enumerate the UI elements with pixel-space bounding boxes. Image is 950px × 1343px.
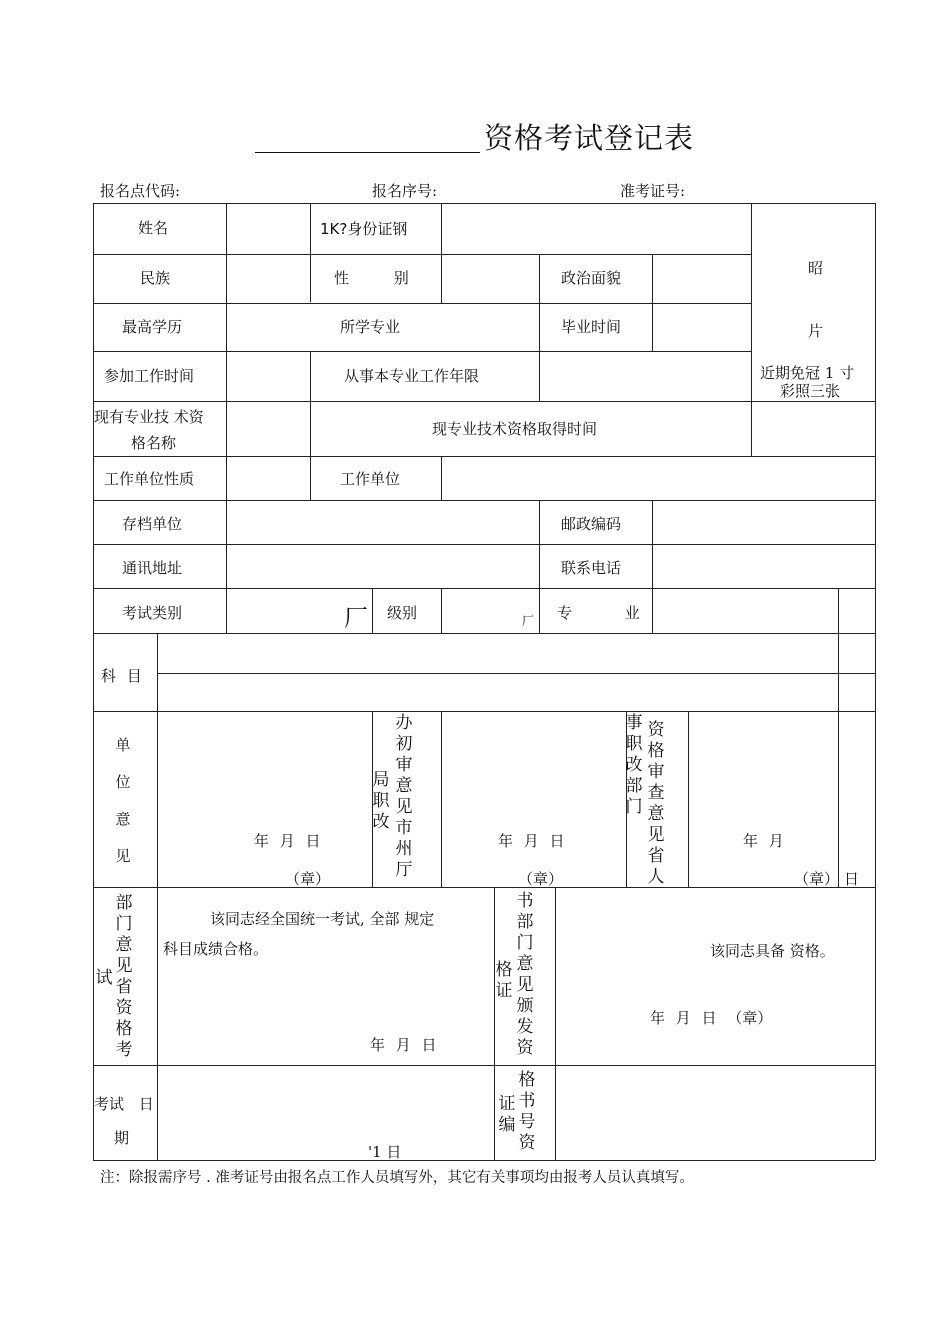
years-field[interactable] xyxy=(540,352,751,401)
exam-date: 年 月 日 xyxy=(370,1036,437,1054)
archive-unit-label: 存档单位 xyxy=(122,515,183,533)
site-code-label: 报名点代码: xyxy=(100,182,181,200)
address-field[interactable] xyxy=(227,545,539,588)
cert-no-field[interactable] xyxy=(556,1066,875,1160)
work-start-label: 参加工作时间 xyxy=(104,367,195,385)
exam-date-field[interactable] xyxy=(158,1066,494,1160)
level-label: 级别 xyxy=(387,604,418,622)
photo-note-1: 近期免冠 1 寸 xyxy=(760,364,855,382)
city-opinion-label-a: 办初审意见 市州厅 xyxy=(395,713,413,880)
employer-field[interactable] xyxy=(442,457,875,500)
cert-dept-label-a: 书部门意见 颁发资 xyxy=(516,891,534,1058)
unit-seal: （章） xyxy=(285,870,331,888)
gender-field[interactable] xyxy=(442,255,539,303)
exam-date-label-1: 考试 日 xyxy=(94,1095,154,1113)
prov-date: 年 月 xyxy=(743,832,784,850)
cert-no-label-b: 证编 xyxy=(498,1094,516,1135)
title-name-label-1: 现有专业技 术资 xyxy=(94,408,204,426)
city-seal: （章） xyxy=(518,870,564,888)
cert-text: 该同志具备 资格。 xyxy=(710,942,835,960)
title-time-label: 现专业技术资格取得时间 xyxy=(432,420,598,438)
ticket-no-label: 准考证号: xyxy=(620,182,686,200)
specialty-field[interactable] xyxy=(653,589,838,633)
work-start-field[interactable] xyxy=(227,352,310,401)
postcode-label: 邮政编码 xyxy=(561,515,622,533)
cert-no-label-a: 格书号 资 xyxy=(518,1070,536,1153)
grad-time-field[interactable] xyxy=(653,304,751,351)
id-card-field[interactable] xyxy=(442,204,751,254)
exam-date-label-2: 期 xyxy=(114,1129,130,1147)
ethnicity-label: 民族 xyxy=(140,269,171,287)
employer-type-field[interactable] xyxy=(227,457,310,500)
phone-field[interactable] xyxy=(653,545,875,588)
postcode-field[interactable] xyxy=(653,501,875,544)
exam-dept-label-a: 部门意见 省资格考 xyxy=(115,893,133,1060)
cert-date-seal: 年 月 日 （章） xyxy=(650,1009,773,1027)
political-label: 政治面貌 xyxy=(561,269,622,287)
reg-no-label: 报名序号: xyxy=(372,182,438,200)
prov-opinion-label-b: 事职改部门 xyxy=(625,713,643,817)
years-label: 从事本专业工作年限 xyxy=(344,367,480,385)
unit-opinion-label: 单位意见 xyxy=(115,736,131,865)
specialty-label: 专 业 xyxy=(557,604,640,622)
subjects-field-2[interactable] xyxy=(158,674,838,711)
education-label: 最高学历 xyxy=(122,318,183,336)
exam-text-2: 科目成绩合格。 xyxy=(163,940,269,958)
phone-label: 联系电话 xyxy=(561,559,622,577)
title-time-field[interactable] xyxy=(752,402,875,456)
city-date: 年 月 日 xyxy=(498,832,565,850)
subjects-field-1[interactable] xyxy=(158,634,838,673)
exam-type-field[interactable] xyxy=(227,589,372,633)
footer-note: 注：除报需序号 . 准考证号由报名点工作人员填写外，其它有关事项均由报考人员认真填写。 xyxy=(100,1170,694,1186)
exam-type-label: 考试类别 xyxy=(122,604,183,622)
title-name-label-2: 格名称 xyxy=(131,434,177,452)
gender-label: 性 别 xyxy=(334,269,409,287)
political-field[interactable] xyxy=(653,255,751,303)
employer-label: 工作单位 xyxy=(340,470,401,488)
id-card-label: 1K?身份证钢 xyxy=(320,220,408,238)
photo-note-2: 彩照三张 xyxy=(780,382,841,400)
title-name-field[interactable] xyxy=(227,402,310,456)
ethnicity-field[interactable] xyxy=(227,255,310,303)
major-label: 所学专业 xyxy=(340,318,401,336)
level-field[interactable] xyxy=(442,589,539,633)
prov-seal: （章） xyxy=(794,870,840,888)
employer-type-label: 工作单位性质 xyxy=(104,470,195,488)
prov-opinion-label-a: 资格审查意见 省人 xyxy=(647,720,665,887)
education-field[interactable] xyxy=(227,304,310,351)
page-title: 资格考试登记表 xyxy=(484,121,695,155)
city-opinion-label-b: 局职改 xyxy=(372,770,390,832)
title-blank-line[interactable] xyxy=(255,152,480,153)
exam-date-mark: '1 日 xyxy=(368,1143,402,1161)
unit-date: 年 月 日 xyxy=(254,832,321,850)
exam-dept-label-b: 试 xyxy=(95,968,113,988)
photo-label-1: 昭 xyxy=(808,259,824,277)
photo-label-2: 片 xyxy=(808,322,824,340)
cert-dept-label-b: 格证 xyxy=(495,960,513,1001)
level-mark: 厂 xyxy=(522,614,535,628)
grad-time-label: 毕业时间 xyxy=(561,318,622,336)
exam-type-mark: 厂 xyxy=(344,604,368,632)
major-field[interactable] xyxy=(442,304,539,351)
name-field[interactable] xyxy=(227,204,310,254)
name-label: 姓名 xyxy=(138,219,169,237)
address-label: 通讯地址 xyxy=(122,559,183,577)
exam-text-1: 该同志经全国统一考试, 全部 规定 xyxy=(210,910,435,928)
prov-day: 日 xyxy=(844,870,860,888)
archive-unit-field[interactable] xyxy=(227,501,539,544)
subjects-label: 科 目 xyxy=(101,667,142,685)
